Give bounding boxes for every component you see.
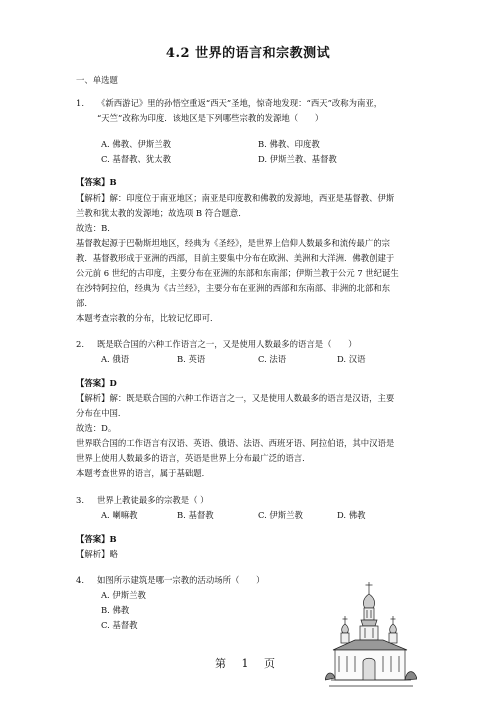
q1-option-c: C. 基督教、犹太教: [101, 154, 172, 164]
q2-answer: 【答案】D: [76, 378, 117, 388]
q2-option-c: C. 法语: [258, 354, 287, 364]
q1-analysis-line: 部．: [76, 298, 93, 308]
q2-number: 2.: [76, 339, 84, 349]
q2-analysis-line: 世界上使用人数最多的语言，英语是世界上分布最广泛的语言．: [76, 453, 311, 463]
q4-stem: 如图所示建筑是哪一宗教的活动场所（ ）: [97, 575, 265, 585]
q2-stem: 既是联合国的六种工作语言之一，又是使用人数最多的语言是（ ）: [97, 339, 357, 349]
q1-number: 1.: [76, 98, 84, 108]
q1-stem-line1: 《新西游记》里的孙悟空重返“西天”圣地，惊奇地发现：“西天”改称为南亚，: [97, 98, 383, 108]
q1-analysis-line: 本题考查宗教的分布，比较记忆即可．: [76, 313, 219, 323]
q3-stem: 世界上教徒最多的宗教是（ ）: [97, 495, 209, 505]
church-illustration: [325, 580, 417, 690]
q1-analysis-line: 兰教和犹太教的发源地；故选项 B 符合题意．: [76, 208, 247, 218]
q2-analysis-line: 分布在中国．: [76, 408, 127, 418]
q1-analysis-line: 基督教起源于巴勒斯坦地区，经典为《圣经》，是世界上信仰人数最多和流传最广的宗: [76, 238, 391, 248]
q1-answer: 【答案】B: [76, 177, 117, 187]
q3-answer: 【答案】B: [76, 534, 117, 544]
q2-option-d: D. 汉语: [337, 354, 366, 364]
page-title: 4.2 世界的语言和宗教测试: [165, 46, 331, 61]
q1-option-a: A. 佛教、伊斯兰教: [101, 139, 171, 149]
q4-number: 4.: [76, 575, 84, 585]
q1-analysis-line: 故选：B．: [76, 223, 116, 233]
q2-analysis-line: 故选：D。: [76, 423, 117, 433]
q3-number: 3.: [76, 495, 84, 505]
section-heading: 一、单选题: [76, 75, 118, 85]
q2-analysis-line: 世界联合国的工作语言有汉语、英语、俄语、法语、西班牙语、阿拉伯语，其中汉语是: [76, 438, 395, 448]
q3-option-b: B. 基督教: [177, 510, 214, 520]
q2-analysis-line: 【解析】解：既是联合国的六种工作语言之一，又是使用人数最多的语言是汉语，主要: [76, 393, 395, 403]
q4-option-c: C. 基督教: [101, 620, 138, 630]
q3-option-d: D. 佛教: [337, 510, 366, 520]
q3-option-c: C. 伊斯兰教: [258, 510, 303, 520]
q1-analysis-line: 教．基督教形成于亚洲的西部，目前主要集中分布在欧洲、美洲和大洋洲．佛教创建于: [76, 253, 395, 263]
q2-analysis-line: 本题考查世界的语言，属于基础题．: [76, 468, 210, 478]
q1-option-d: D. 伊斯兰教、基督教: [258, 154, 337, 164]
q1-analysis-line: 【解析】解：印度位于南亚地区；南亚是印度教和佛教的发源地，西亚是基督教、伊斯: [76, 193, 395, 203]
q3-analysis: 【解析】略: [76, 549, 118, 559]
q4-option-a: A. 伊斯兰教: [101, 590, 146, 600]
q4-option-b: B. 佛教: [101, 605, 130, 615]
q1-analysis-line: 在沙特阿拉伯，经典为《古兰经》，主要分布在亚洲的西部和东南部、非洲的北部和东: [76, 283, 391, 293]
q1-stem-line2: “天竺”改称为印度．该地区是下列哪些宗教的发源地（ ）: [97, 113, 324, 123]
page-footer: 第 1 页: [215, 657, 281, 670]
q3-option-a: A. 喇嘛教: [101, 510, 138, 520]
q2-option-a: A. 俄语: [101, 354, 130, 364]
q1-option-b: B. 佛教、印度教: [258, 139, 320, 149]
q1-analysis-line: 公元前 6 世纪的古印度，主要分布在亚洲的东部和东南部；伊斯兰教于公元 7 世纪诞生: [76, 268, 399, 278]
q2-option-b: B. 英语: [177, 354, 206, 364]
